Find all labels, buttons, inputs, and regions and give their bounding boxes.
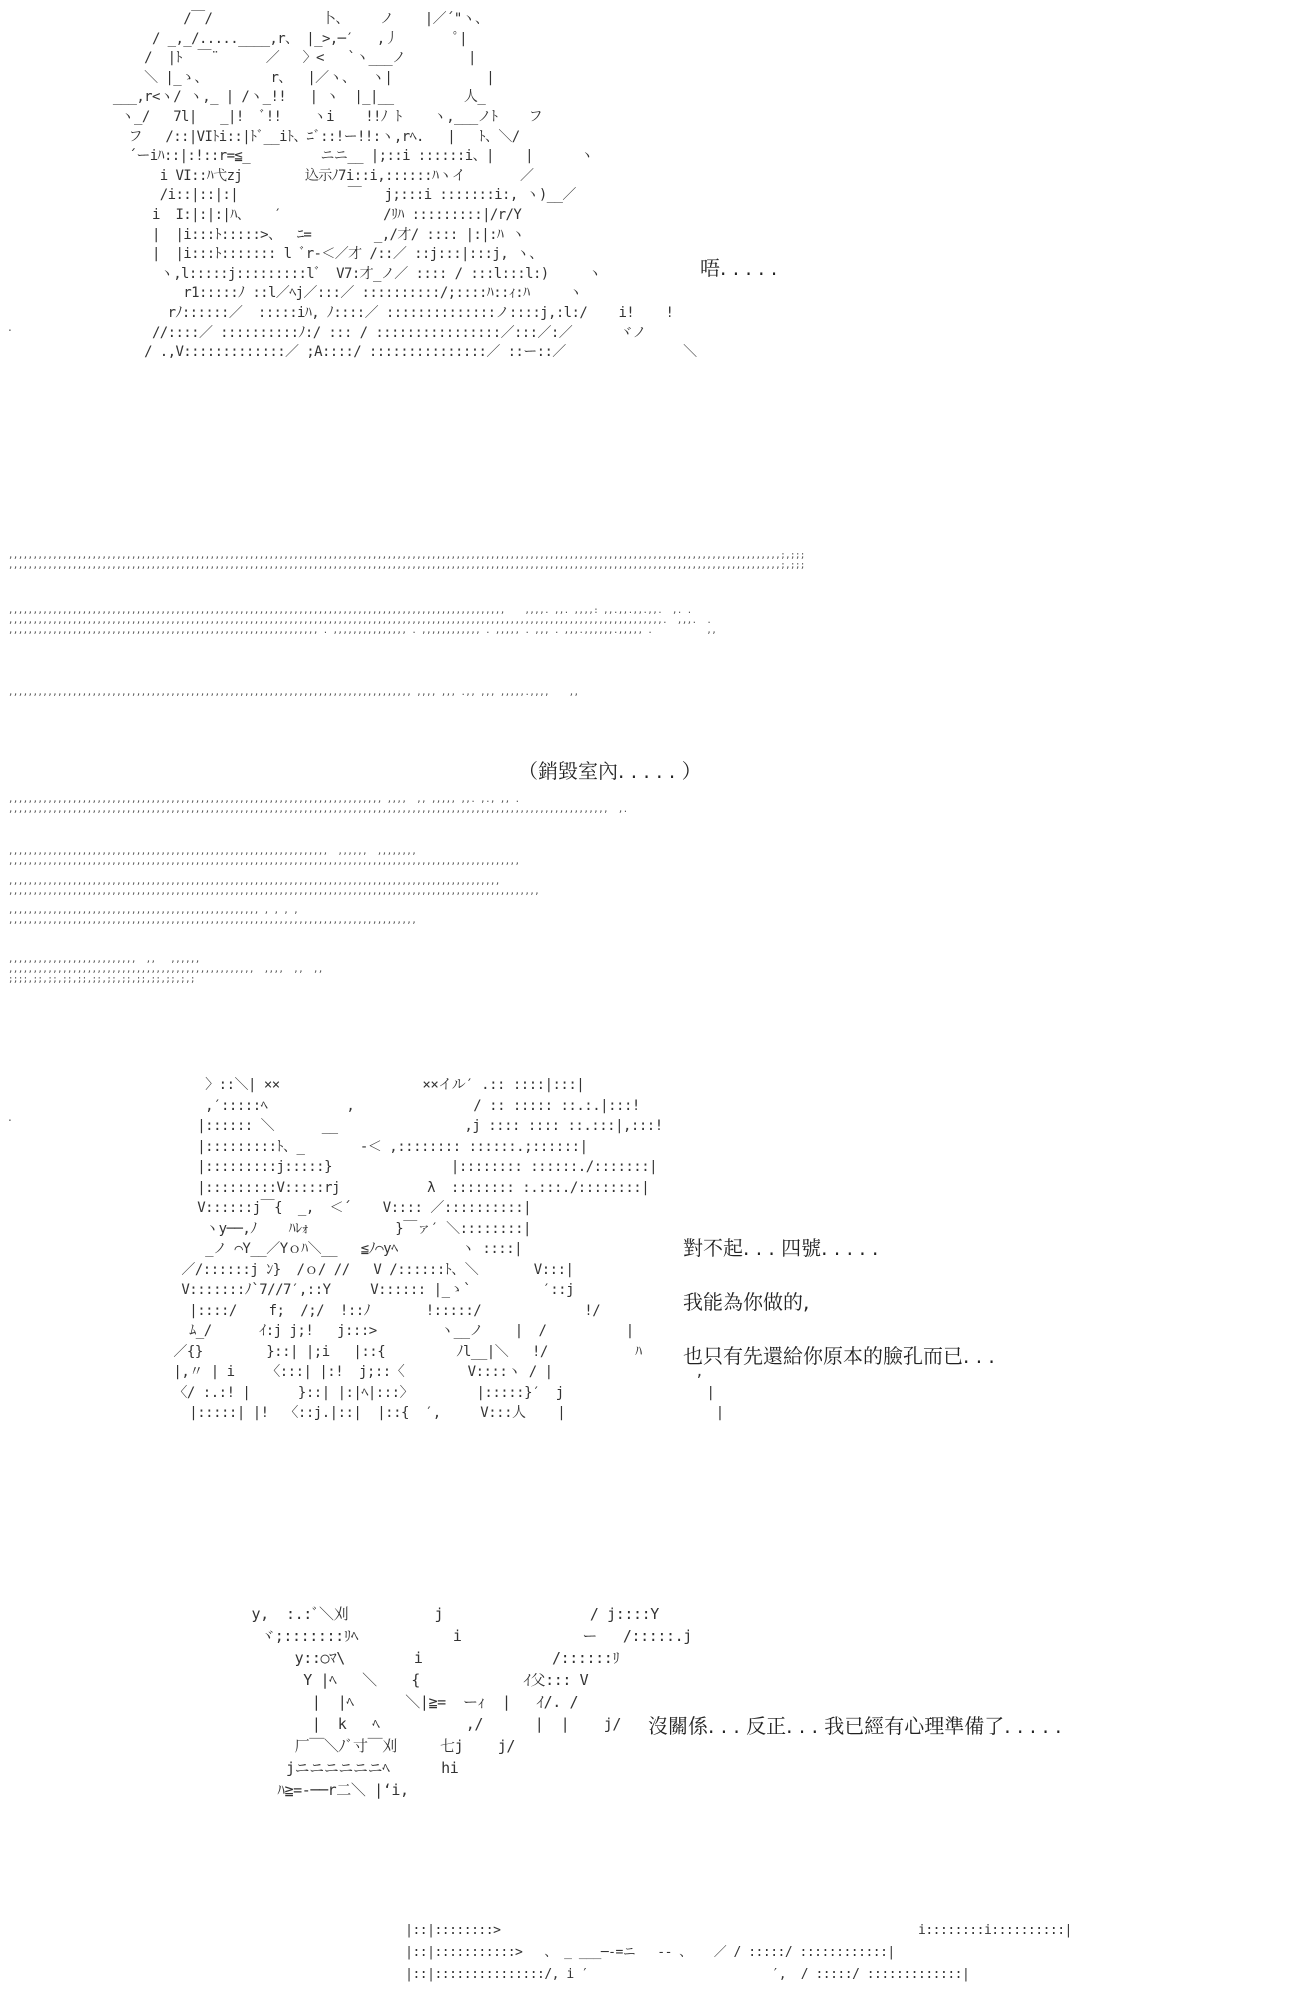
dot-texture-block: ,,,,,,,,,,,,,,,,,,,,,,,,,, ,, ,,,,,, ,,,,,,,,,,,,,,,,,,,,,,,,,,,,,,,,,,,,,,,,,,,,,,,,,, ,,,, ,, ,, ;;;;,;;,;;,;;,;;,;;,;;,;;,;;,;;,;;,;,; bbox=[8, 955, 323, 985]
ascii-art-panel-2: 〉::＼| ×× ××イル′ .:: ::::|:::| ,′:::::ﾍ , / :: ::::: ::.:.|:::! |:::::: ＼ __ ,j :::: :::: ::.:::|,:::! |:::::::::ﾄ、_ -＜ ,:::::::: ::::::.;::::::| |:::::::::j:::::} |:::::::: ::::::./:::::::| |:::::::::V:::::rj λ :::::::: :.:::./::::::::| V::::::j￣{ _, ＜´ V:::: ／::::::::::| ヽy──,ﾉ ﾊﾚｫ }￣ァ′ ＼::::::::| _ノ ⌒Y__／Yｏﾊ＼__ ≦ﾉ⌒yﾍ ヽ ::::| ／/::::::j ﾝ} /ｏ/ // V /::::::ﾄ、＼ V:::| V:::::::ﾉ`7//7′,::Y V:::::: |_ゝ` ′::j |::::/ f; /;/ !::ﾉ !:::::/ !/ ﾑ_/ ｲ:j j;! j:::> ヽ__ノ | / | ／{} }::| |;i |::{ ﾉl__|＼ !/ ﾊ |,〃 | i 〈:::| |:! j;::〈 V::::ヽ / | , 〈/ :.:! | }::| |:|ﾍ|:::〉 |:::::}′ j | |:::::| |! 〈::j.|::| |::{ ′, V:::人 | | bbox=[173, 1077, 724, 1421]
dot-texture-block: ,,,,,,,,,,,,,,,,,,,,,,,,,,,,,,,,,,,,,,,,,,,,,,,,,,,,,,,,,,,,,,,,,,,,,,,,,,,,,,,,,,,,,,,,,,,,,,,,,,,,, ,,,,. ,,. ,,,,: ,,.,,.,,.,,. ,. . ,,,,,,,,,,,,,,,,,,,,,,,,,,,,,,,,,,,,,,,,,,,,,,,,,,,,,,,,,,,,,,,,,,,,,,,,,,,,,,,,,,,,,,,,,,,,,,,,,,,,,,,,,,,,,,,,,,,,,,,,,,,,,,,,,,,,,. ,,,. . ,,,,,,,,,,,,,,,,,,,,,,,,,,,,,,,,,,,,,,,,,,,,,,,,,,,,,,,,,,,,,,, . ,,,,,,,,,,,,,,, . ,,,,,,,,,,,, . ,,,,, . ,,, . ,,,.,,,,,,.,,,,, . ,, bbox=[8, 606, 717, 636]
dot-texture-block: ,,,,,,,,,,,,,,,,,,,,,,,,,,,,,,,,,,,,,,,,,,,,,,,,,,, , , , , ,,,,,,,,,,,,,,,,,,,,,,,,,,,,,,,,,,,,,,,,,,,,,,,,,,,,,,,,,,,,,,,,,,,,,,,,,,,,,,,,,,, bbox=[8, 906, 417, 926]
dot-texture-block: ,,,,,,,,,,,,,,,,,,,,,,,,,,,,,,,,,,,,,,,,,,,,,,,,,,,,,,,,,,,,,,,,,,,,,,,,,,,,,,,,,,,,,,,,,,,,,,,,,,,, ,,,,,,,,,,,,,,,,,,,,,,,,,,,,,,,,,,,,,,,,,,,,,,,,,,,,,,,,,,,,,,,,,,,,,,,,,,,,,,,,,,,,,,,,,,,,,,,,,,,,,,,,,,,, bbox=[8, 877, 540, 897]
caption-line: 對不起. . . 四號. . . . . bbox=[683, 1236, 879, 1260]
caption-panel-1: 唔. . . . . bbox=[700, 256, 778, 280]
dot-texture-block: ,,,,,,,,,,,,,,,,,,,,,,,,,,,,,,,,,,,,,,,,,,,,,,,,,,,,,,,,,,,,,,,,,,,,,,,,,,,, ,,,, ,, ,,,,, ,,. ,., ,, . ,,,,,,,,,,,,,,,,,,,,,,,,,,,,,,,,,,,,,,,,,,,,,,,,,,,,,,,,,,,,,,,,,,,,,,,,,,,,,,,,,,,,,,,,,,,,,,,,,,,,,,,,,,,,,,,,,,,,,,,,,, ,. bbox=[8, 795, 628, 815]
ascii-art-panel-4: |::|::::::::> i::::::::i::::::::::| |::|:::::::::::> 、 _ ___─‐=ニ ‐‐ 、 ／ / :::::/ ::::::::::::| |::|:::::::::::::::/, i ′ ′, / :::::/ :::::::::::::| bbox=[405, 1923, 1072, 1982]
ascii-art-panel-3: y, :.:ﾞ＼刈 j / j::::Y ヾ;:::::::ﾘﾍ i ー /:::::.j y::○ﾏ\ i /::::::ﾘ Y |ﾍ ＼ { ｲ父::: V | |ﾍ ＼|≧= ーｨ | ｲ/. / | k ﾍ ,/ | | j/ 厂￣＼ﾉﾞ寸￣刈 七j j/ jニニニニニニﾍ hi ﾊ≧=-──r二＼ |‘i, bbox=[251, 1605, 692, 1799]
dot-texture-block: ,,,,,,,,,,,,,,,,,,,,,,,,,,,,,,,,,,,,,,,,,,,,,,,,,,,,,,,,,,,,,,,,, ,,,,,, ,,,,,,,, ,,,,,,,,,,,,,,,,,,,,,,,,,,,,,,,,,,,,,,,,,,,,,,,,,,,,,,,,,,,,,,,,,,,,,,,,,,,,,,,,,,,,,,,,,,,,,,,,,,,,,,,, bbox=[8, 847, 520, 867]
dot-texture-block: ,,,,,,,,,,,,,,,,,,,,,,,,,,,,,,,,,,,,,,,,,,,,,,,,,,,,,,,,,,,,,,,,,,,,,,,,,,,,,,,,,,,,,,,,,,,,,,,,,,,,,,,,,,,,,,,,,,,,,,,,,,,,,,,,,,,,,,,,,,,,,,,,,,,,,,,,,,,,,;,;;; ,,,,,,,,,,,,,,,,,,,,,,,,,,,,,,,,,,,,,,,,,,,,,,,,,,,,,,,,,,,,,,,,,,,,,,,,,,,,,,,,,,,,,,,,,,,,,,,,,,,,,,,,,,,,,,,,,,,,,,,,,,,,,,,,,,,,,,,,,,,,,,,,,,,,,,,,,,,,,;,;;; bbox=[8, 551, 805, 571]
caption-panel-3: 沒關係. . . 反正. . . 我已經有心理準備了. . . . . bbox=[648, 1714, 1062, 1738]
scene-caption: （銷毀室內. . . . . ） bbox=[518, 759, 702, 783]
stray-mark: . bbox=[8, 320, 12, 334]
caption-line: 也只有先還給你原本的臉孔而已. . . bbox=[683, 1344, 995, 1368]
caption-line: 我能為你做的, bbox=[683, 1290, 810, 1314]
dot-texture-block: ,,,,,,,,,,,,,,,,,,,,,,,,,,,,,,,,,,,,,,,,,,,,,,,,,,,,,,,,,,,,,,,,,,,,,,,,,,,,,,,,,, ,,,, ,,, .,, ,,, ,,,,,.,,,, ,, bbox=[8, 688, 579, 698]
ascii-art-panel-1: /￣/ 卜、 ノ |／´"ヽ、 / _,_/.....____,r、 |_>,─′ ,丿 ﾟ| / |ﾄ ￣¨ ／ 〉< `ヽ___ノ | ＼ |_ゝ、 r、 |／ヽ、 ヽ| | ___,r<ヽ/ ヽ,_ | /ヽ_!! | ヽ |_|__ 人_ ヽ_/ 7l| _|! ﾞ!! ヽi !!ﾉ ﾄ ヽ,___ノﾄ フ フ /::|VIﾄi::|ﾄﾞ__iﾄ、ﾆﾞ::!ー!!:ヽ,rﾍ. | ﾄ、＼/ ´ーiﾊ::|:!::r=≦_ ニニ__ |;::i ::::::i、| | ヽ i VI::ﾊ弋zj 込示ﾉ7i::i,::::::ﾊヽイ ／ /i::|::|:| ￣ j;:::i :::::::i:, ヽ)__／ i I:|:|:|ﾊ、 ′ /ﾘﾊ :::::::::|/r/Y | |i:::ﾄ:::::>、 ﾆ= _,/才/ :::: |:|:ﾊ ヽ | |i:::ﾄ::::::: l ﾞr-＜／才 /::／ ::j:::|:::j, ヽ、 ヽ,l:::::j:::::::::lﾞ V7:才_ノ／ :::: / :::l:::l:) ヽ r1:::::ﾉ ::l／ﾍj／:::／ ::::::::::/;::::ﾊ::ｨ:ﾊ ヽ rﾉ::::::／ :::::iﾊ, ﾉ::::／ ::::::::::::::ノ::::j,:l:/ i! ! //::::／ ::::::::::ﾉ:/ ::: / ::::::::::::::::／:::／:／ ヾノ / .,V:::::::::::::／ ;A::::/ :::::::::::::::／ ::ー::／ ＼ bbox=[112, 11, 697, 361]
caption-stack-panel-2 bbox=[683, 1234, 995, 1396]
stray-mark: . bbox=[8, 1110, 12, 1124]
